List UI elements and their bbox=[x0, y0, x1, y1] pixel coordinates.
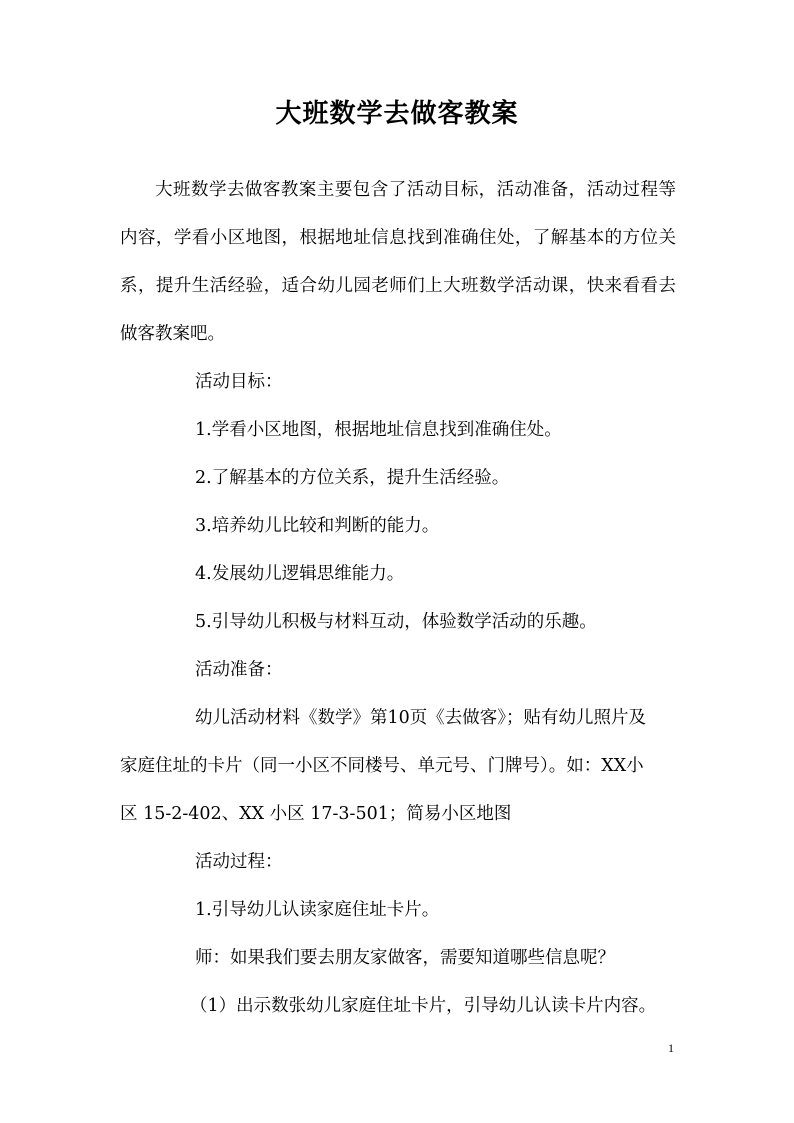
goal-item-2: 2.了解基本的方位关系，提升生活经验。 bbox=[195, 468, 510, 488]
goals-heading: 活动目标： bbox=[195, 372, 283, 392]
goal-item-1: 1.学看小区地图，根据地址信息找到准确住处。 bbox=[195, 420, 562, 440]
process-step-1: 1.引导幼儿认读家庭住址卡片。 bbox=[195, 900, 440, 920]
prep-line-2: 家庭住址的卡片（同一小区不同楼号、单元号、门牌号）。如：XX小 bbox=[120, 756, 644, 776]
goal-item-5: 5.引导幼儿积极与材料互动，体验数学活动的乐趣。 bbox=[195, 612, 597, 632]
goal-item-4: 4.发展幼儿逻辑思维能力。 bbox=[195, 564, 405, 584]
page-number: 1 bbox=[668, 1041, 674, 1055]
process-heading: 活动过程： bbox=[195, 852, 283, 872]
prep-heading: 活动准备： bbox=[195, 660, 283, 680]
sub-step-1: （1）出示数张幼儿家庭住址卡片，引导幼儿认读卡片内容。 bbox=[190, 996, 657, 1016]
page-title: 大班数学去做客教案 bbox=[275, 99, 519, 129]
goal-item-3: 3.培养幼儿比较和判断的能力。 bbox=[195, 516, 440, 536]
intro-paragraph: 大班数学去做客教案主要包含了活动目标，活动准备，活动过程等内容，学看小区地图，根据地址信息找到准确住处，了解基本的方位关系，提升生活经验，适合幼儿园老师们上大班数学活动课，快来看看去做客教案吧。 bbox=[120, 180, 676, 344]
teacher-question: 师：如果我们要去朋友家做客，需要知道哪些信息呢？ bbox=[195, 948, 615, 968]
document-body bbox=[120, 166, 676, 1030]
prep-line-3: 区 15-2-402、XX 小区 17-3-501；简易小区地图 bbox=[120, 804, 512, 824]
prep-line-1: 幼儿活动材料《数学》第10页《去做客》；贴有幼儿照片及 bbox=[195, 708, 647, 728]
